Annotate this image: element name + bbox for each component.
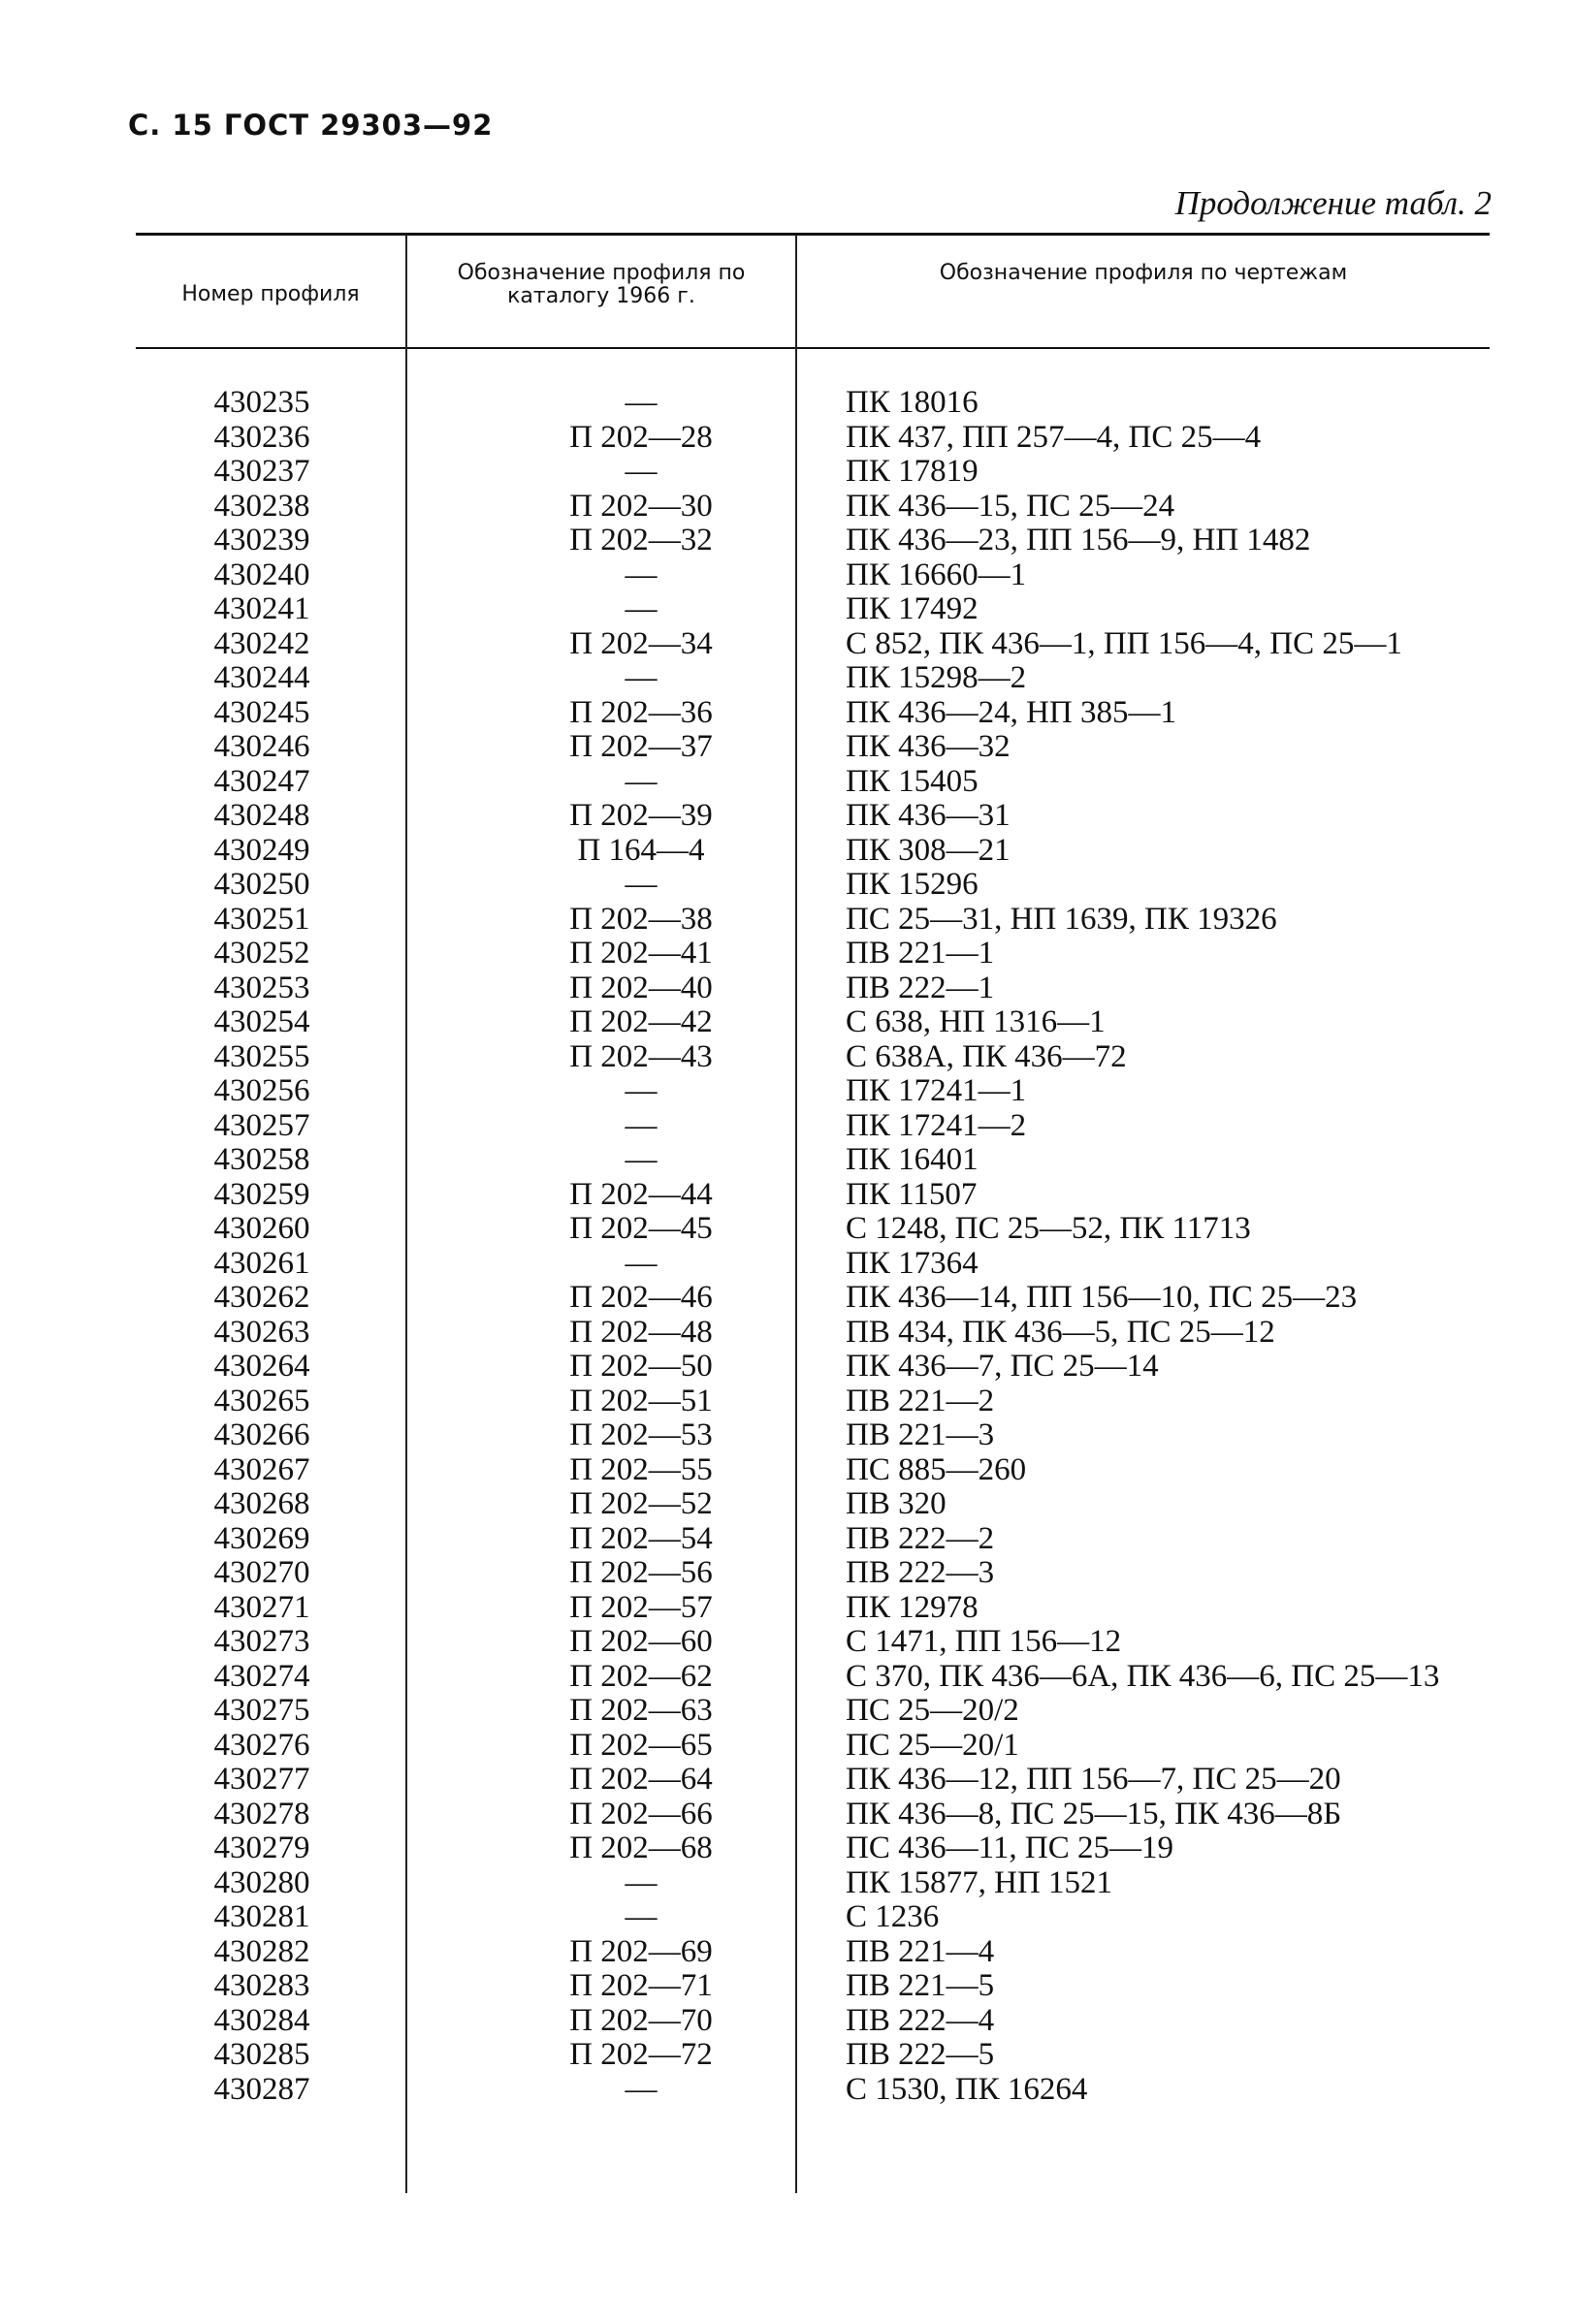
profile-number-cell: 430271 (213, 1589, 310, 1625)
drawing-designation-cell: ПК 17819 (846, 454, 979, 489)
profile-number-cell: 430262 (213, 1280, 310, 1315)
drawing-designation-cell: ПК 15298—2 (846, 660, 1027, 695)
drawing-designation-cell: ПС 25—20/2 (846, 1693, 1019, 1728)
profile-number-cell: 430267 (213, 1451, 310, 1487)
table-row (136, 1556, 1493, 1591)
profile-number-cell: 430238 (213, 488, 310, 524)
profile-number-cell: 430256 (213, 1073, 310, 1108)
drawing-designation-cell: ПК 12978 (846, 1589, 979, 1625)
drawing-designation-cell: ПК 436—31 (846, 798, 1011, 833)
profile-number-cell: 430261 (213, 1245, 310, 1281)
profile-number-cell: 430255 (213, 1038, 310, 1074)
table-row (136, 799, 1493, 834)
profile-number-cell: 430277 (213, 1762, 310, 1797)
drawing-designation-cell: ПК 17241—1 (846, 1073, 1027, 1108)
table-row (136, 455, 1493, 490)
catalog-designation-cell: — (625, 1864, 658, 1900)
profile-number-cell: 430278 (213, 1796, 310, 1831)
profile-number-cell: 430258 (213, 1142, 310, 1177)
catalog-designation-cell: — (625, 1107, 658, 1143)
table-row (136, 1316, 1493, 1351)
drawing-designation-cell: С 638, НП 1316—1 (846, 1004, 1106, 1039)
catalog-designation-cell: П 202—28 (569, 419, 713, 455)
catalog-designation-cell: П 202—60 (569, 1624, 713, 1659)
table-row (136, 1109, 1493, 1144)
table-row (136, 627, 1493, 662)
table-row (136, 765, 1493, 800)
drawing-designation-cell: С 1236 (846, 1899, 940, 1934)
profile-number-cell: 430236 (213, 419, 310, 455)
profile-number-cell: 430251 (213, 901, 310, 937)
catalog-designation-cell: — (625, 557, 658, 592)
profile-number-cell: 430247 (213, 763, 310, 799)
drawing-designation-cell: ПВ 222—4 (846, 2002, 995, 2038)
drawing-designation-cell: ПВ 221—2 (846, 1383, 995, 1418)
table-header-rule (136, 347, 1490, 349)
profile-number-cell: 430276 (213, 1727, 310, 1763)
catalog-designation-cell: П 202—43 (569, 1038, 713, 1074)
table-continuation-label: Продолжение табл. 2 (1174, 184, 1492, 222)
catalog-designation-cell: П 202—44 (569, 1176, 713, 1212)
table-body (136, 386, 1493, 2107)
drawing-designation-cell: ПВ 221—4 (846, 1933, 995, 1969)
table-row (136, 558, 1493, 593)
catalog-designation-cell: — (625, 763, 658, 799)
drawing-designation-cell: ПК 436—14, ПП 156—10, ПС 25—23 (846, 1280, 1358, 1315)
table-row (136, 1831, 1493, 1866)
catalog-designation-cell: П 202—34 (569, 625, 713, 661)
drawing-designation-cell: ПК 11507 (846, 1176, 978, 1212)
profile-number-cell: 430270 (213, 1555, 310, 1590)
catalog-designation-cell: П 202—38 (569, 901, 713, 937)
table-row (136, 1798, 1493, 1832)
drawing-designation-cell: ПК 436—12, ПП 156—7, ПС 25—20 (846, 1762, 1341, 1797)
catalog-designation-cell: П 164—4 (577, 832, 705, 868)
table-row (136, 1385, 1493, 1419)
table-row (136, 1625, 1493, 1660)
table-row (136, 834, 1493, 869)
profile-number-cell: 430268 (213, 1486, 310, 1521)
drawing-designation-cell: ПК 16660—1 (846, 557, 1027, 592)
table-row (136, 730, 1493, 765)
catalog-designation-cell: П 202—53 (569, 1417, 713, 1452)
table-row (136, 1212, 1493, 1247)
drawing-designation-cell: ПК 18016 (846, 385, 979, 420)
catalog-designation-cell: П 202—64 (569, 1762, 713, 1797)
drawing-designation-cell: ПВ 222—1 (846, 970, 995, 1005)
catalog-designation-cell: — (625, 1073, 658, 1108)
catalog-designation-cell: — (625, 454, 658, 489)
profile-number-cell: 430253 (213, 970, 310, 1005)
profile-number-cell: 430273 (213, 1624, 310, 1659)
table-row (136, 386, 1493, 421)
table-row (136, 1247, 1493, 1282)
column-header-catalog-1966: Обозначение профиля по каталогу 1966 г. (457, 261, 746, 308)
table-row (136, 1969, 1493, 2004)
profile-number-cell: 430283 (213, 1968, 310, 2003)
drawing-designation-cell: С 370, ПК 436—6А, ПК 436—6, ПС 25—13 (846, 1658, 1440, 1694)
drawing-designation-cell: ПК 436—32 (846, 729, 1011, 764)
drawing-designation-cell: ПК 17492 (846, 591, 979, 626)
catalog-designation-cell: П 202—40 (569, 970, 713, 1005)
profile-number-cell: 430280 (213, 1864, 310, 1900)
table-row (136, 1281, 1493, 1316)
profile-number-cell: 430235 (213, 385, 310, 420)
table-row (136, 524, 1493, 558)
catalog-designation-cell: П 202—68 (569, 1831, 713, 1865)
table-row (136, 1005, 1493, 1040)
profile-number-cell: 430254 (213, 1004, 310, 1039)
drawing-designation-cell: ПК 436—7, ПС 25—14 (846, 1349, 1159, 1384)
drawing-designation-cell: ПС 25—31, НП 1639, ПК 19326 (846, 901, 1277, 937)
catalog-designation-cell: П 202—41 (569, 936, 713, 971)
catalog-designation-cell: П 202—32 (569, 523, 713, 557)
table-row (136, 1935, 1493, 1970)
drawing-designation-cell: ПК 436—23, ПП 156—9, НП 1482 (846, 523, 1311, 557)
profile-number-cell: 430266 (213, 1417, 310, 1452)
catalog-designation-cell: П 202—51 (569, 1383, 713, 1418)
drawing-designation-cell: ПК 436—15, ПС 25—24 (846, 488, 1175, 524)
drawing-designation-cell: ПК 15405 (846, 763, 979, 799)
table-row (136, 2038, 1493, 2073)
table-row (136, 2004, 1493, 2039)
catalog-designation-cell: П 202—55 (569, 1451, 713, 1487)
catalog-designation-cell: П 202—30 (569, 488, 713, 524)
drawing-designation-cell: ПК 436—24, НП 385—1 (846, 694, 1177, 730)
table-row (136, 2073, 1493, 2108)
drawing-designation-cell: ПК 17364 (846, 1245, 979, 1281)
drawing-designation-cell: ПС 25—20/1 (846, 1727, 1019, 1763)
profile-number-cell: 430284 (213, 2002, 310, 2038)
profile-number-cell: 430241 (213, 591, 310, 626)
profile-number-cell: 430264 (213, 1349, 310, 1384)
drawing-designation-cell: С 1248, ПС 25—52, ПК 11713 (846, 1211, 1251, 1246)
table-row (136, 490, 1493, 525)
table-row (136, 1900, 1493, 1935)
catalog-designation-cell: — (625, 385, 658, 420)
profile-number-cell: 430281 (213, 1899, 310, 1934)
profile-number-cell: 430237 (213, 454, 310, 489)
table-top-rule (136, 233, 1490, 236)
drawing-designation-cell: С 1530, ПК 16264 (846, 2071, 1088, 2107)
table-row (136, 1143, 1493, 1178)
profile-number-cell: 430275 (213, 1693, 310, 1728)
table-row (136, 1729, 1493, 1764)
profile-number-cell: 430244 (213, 660, 310, 695)
catalog-designation-cell: П 202—70 (569, 2002, 713, 2038)
table-row (136, 1487, 1493, 1522)
drawing-designation-cell: ПВ 221—3 (846, 1417, 995, 1452)
catalog-designation-cell: П 202—39 (569, 798, 713, 833)
drawing-designation-cell: ПС 436—11, ПС 25—19 (846, 1831, 1173, 1865)
page-header: С. 15 ГОСТ 29303—92 (128, 109, 494, 142)
drawing-designation-cell: ПС 885—260 (846, 1451, 1027, 1487)
catalog-designation-cell: — (625, 591, 658, 626)
profile-number-cell: 430265 (213, 1383, 310, 1418)
catalog-designation-cell: — (625, 1245, 658, 1281)
table-row (136, 421, 1493, 456)
table-row (136, 1418, 1493, 1453)
catalog-designation-cell: П 202—52 (569, 1486, 713, 1521)
profile-number-cell: 430246 (213, 729, 310, 764)
catalog-designation-cell: — (625, 1899, 658, 1934)
catalog-designation-cell: П 202—36 (569, 694, 713, 730)
profile-number-cell: 430260 (213, 1211, 310, 1246)
table-row (136, 1178, 1493, 1213)
catalog-designation-cell: — (625, 660, 658, 695)
drawing-designation-cell: ПВ 221—5 (846, 1968, 995, 2003)
catalog-designation-cell: П 202—42 (569, 1004, 713, 1039)
catalog-designation-cell: П 202—57 (569, 1589, 713, 1625)
table-row (136, 937, 1493, 971)
catalog-designation-cell: П 202—65 (569, 1727, 713, 1763)
column-header-drawings: Обозначение профиля по чертежам (939, 261, 1348, 285)
table-row (136, 1866, 1493, 1901)
catalog-designation-cell: — (625, 867, 658, 902)
catalog-designation-cell: — (625, 1142, 658, 1177)
drawing-designation-cell: ПВ 434, ПК 436—5, ПС 25—12 (846, 1314, 1275, 1350)
table-row (136, 1591, 1493, 1626)
drawing-designation-cell: ПК 436—8, ПС 25—15, ПК 436—8Б (846, 1796, 1342, 1831)
table-row (136, 1074, 1493, 1109)
table-row (136, 971, 1493, 1006)
drawing-designation-cell: ПВ 221—1 (846, 936, 995, 971)
drawing-designation-cell: С 638А, ПК 436—72 (846, 1038, 1127, 1074)
drawing-designation-cell: С 1471, ПП 156—12 (846, 1624, 1122, 1659)
drawing-designation-cell: ПК 16401 (846, 1142, 979, 1177)
catalog-designation-cell: П 202—50 (569, 1349, 713, 1384)
drawing-designation-cell: ПК 308—21 (846, 832, 1011, 868)
table-row (136, 1522, 1493, 1557)
table-row (136, 1350, 1493, 1385)
profile-number-cell: 430282 (213, 1933, 310, 1969)
drawing-designation-cell: ПВ 222—3 (846, 1555, 995, 1590)
catalog-designation-cell: П 202—56 (569, 1555, 713, 1590)
catalog-designation-cell: П 202—71 (569, 1968, 713, 2003)
catalog-designation-cell: П 202—72 (569, 2037, 713, 2072)
profile-number-cell: 430287 (213, 2071, 310, 2107)
table-row (136, 868, 1493, 903)
profile-number-cell: 430252 (213, 936, 310, 971)
column-header-profile-number: Номер профиля (181, 282, 360, 306)
profile-number-cell: 430285 (213, 2037, 310, 2072)
drawing-designation-cell: С 852, ПК 436—1, ПП 156—4, ПС 25—1 (846, 625, 1402, 661)
drawing-designation-cell: ПК 17241—2 (846, 1107, 1027, 1143)
catalog-designation-cell: П 202—45 (569, 1211, 713, 1246)
profile-number-cell: 430259 (213, 1176, 310, 1212)
table-row (136, 661, 1493, 696)
profile-number-cell: 430279 (213, 1831, 310, 1865)
catalog-designation-cell: П 202—46 (569, 1280, 713, 1315)
profile-number-cell: 430245 (213, 694, 310, 730)
profile-number-cell: 430269 (213, 1520, 310, 1556)
table-row (136, 903, 1493, 938)
table-row (136, 696, 1493, 731)
drawing-designation-cell: ПВ 222—2 (846, 1520, 995, 1556)
catalog-designation-cell: — (625, 2071, 658, 2107)
profile-number-cell: 430257 (213, 1107, 310, 1143)
table-row (136, 1040, 1493, 1075)
drawing-designation-cell: ПК 15296 (846, 867, 979, 902)
profile-number-cell: 430240 (213, 557, 310, 592)
profile-number-cell: 430248 (213, 798, 310, 833)
profile-number-cell: 430249 (213, 832, 310, 868)
drawing-designation-cell: ПК 437, ПП 257—4, ПС 25—4 (846, 419, 1262, 455)
table-row (136, 1453, 1493, 1488)
drawing-designation-cell: ПВ 320 (846, 1486, 947, 1521)
profile-number-cell: 430242 (213, 625, 310, 661)
catalog-designation-cell: П 202—37 (569, 729, 713, 764)
table-row (136, 592, 1493, 627)
catalog-designation-cell: П 202—62 (569, 1658, 713, 1694)
profile-number-cell: 430239 (213, 523, 310, 557)
profile-number-cell: 430263 (213, 1314, 310, 1350)
drawing-designation-cell: ПВ 222—5 (846, 2037, 995, 2072)
profile-number-cell: 430250 (213, 867, 310, 902)
table-row (136, 1660, 1493, 1695)
table-row (136, 1694, 1493, 1729)
catalog-designation-cell: П 202—69 (569, 1933, 713, 1969)
catalog-designation-cell: П 202—54 (569, 1520, 713, 1556)
profile-number-cell: 430274 (213, 1658, 310, 1694)
drawing-designation-cell: ПК 15877, НП 1521 (846, 1864, 1113, 1900)
catalog-designation-cell: П 202—66 (569, 1796, 713, 1831)
catalog-designation-cell: П 202—63 (569, 1693, 713, 1728)
table-row (136, 1763, 1493, 1798)
catalog-designation-cell: П 202—48 (569, 1314, 713, 1350)
